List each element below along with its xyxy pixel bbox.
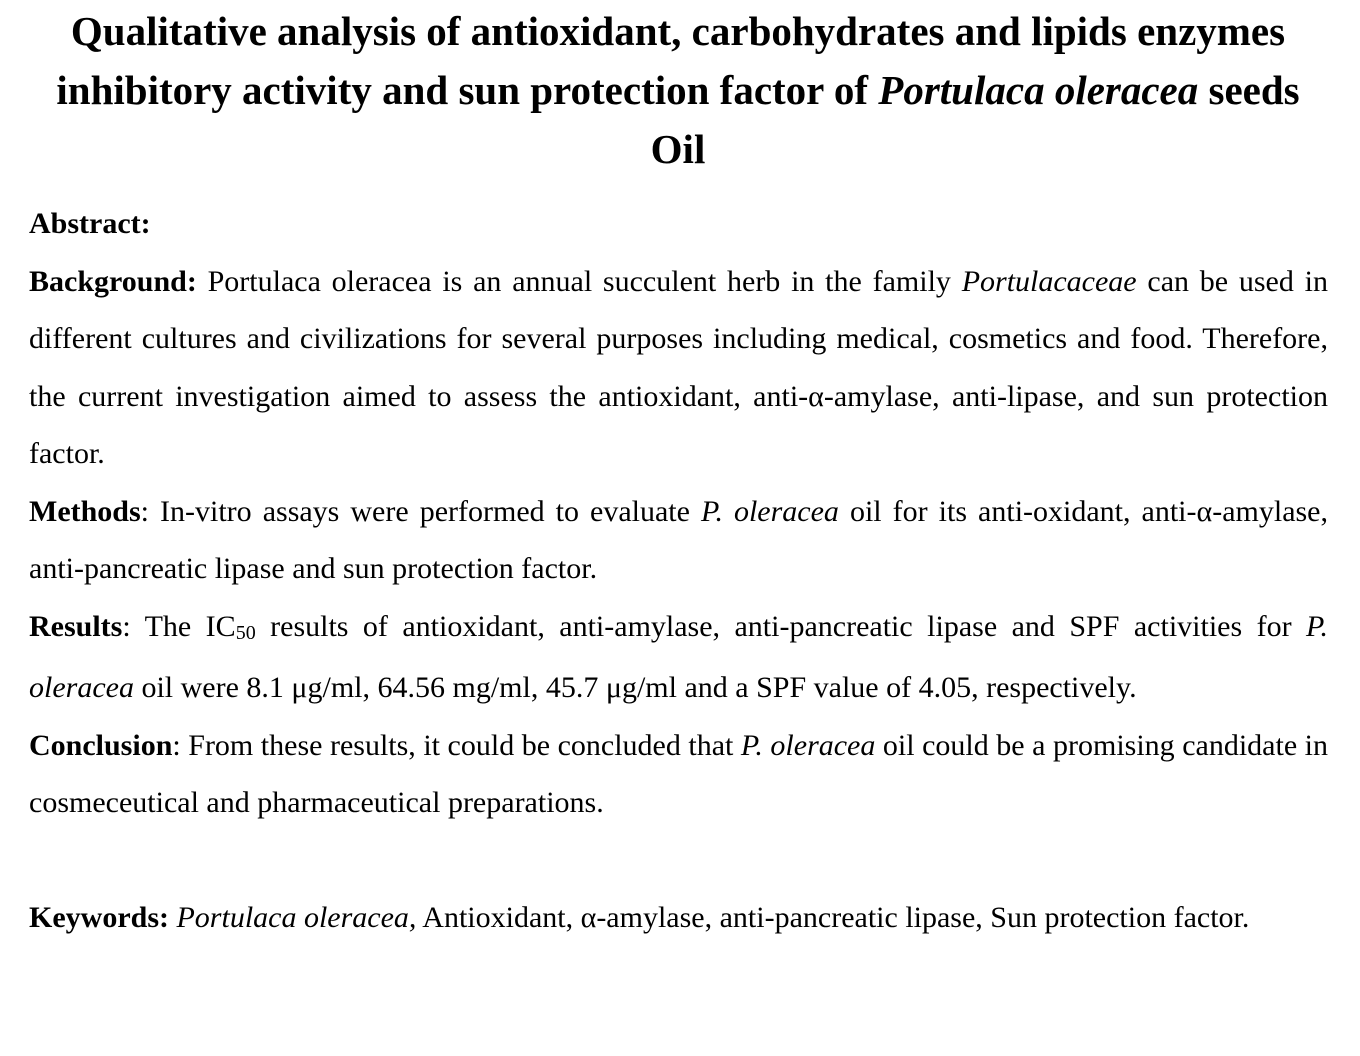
methods-text-2: oil for its anti-oxidant, anti-α-amylase, anti-pancreatic lipase and sun protection factor. xyxy=(29,494,1329,585)
paragraph-spacer xyxy=(29,832,1328,889)
results-text-2: results of antioxidant, anti-amylase, anti-pancreatic lipase and SPF activities for xyxy=(255,609,1307,643)
keywords-label: Keywords: xyxy=(29,900,169,934)
abstract-section xyxy=(29,195,1328,946)
title-text-part1: Qualitative analysis of antioxidant, carbohydrates and lipids enzymes inhibitory activity and sun protection factor of xyxy=(56,8,1286,113)
background-label: Background: xyxy=(29,264,197,298)
background-text-1: Portulaca oleracea is an annual succulent herb in the family xyxy=(196,264,962,298)
methods-paragraph xyxy=(29,483,1328,598)
results-text-3: oil were 8.1 μg/ml, 64.56 mg/ml, 45.7 μg/ml and a SPF value of 4.05, respectively. xyxy=(133,671,1137,704)
results-text-1: : The IC xyxy=(122,609,236,643)
conclusion-paragraph xyxy=(29,717,1328,832)
ic50-subscript: 50 xyxy=(235,621,256,644)
keywords-text: Antioxidant, α-amylase, anti-pancreatic lipase, Sun protection factor. xyxy=(416,900,1250,934)
conclusion-text-2: oil could be a promising candidate in cosmeceutical and pharmaceutical preparations. xyxy=(29,728,1329,819)
background-family-name: Portulacaceae xyxy=(961,264,1137,298)
title-text-part2: seeds Oil xyxy=(650,67,1300,172)
background-paragraph xyxy=(29,253,1328,483)
abstract-heading-label: Abstract: xyxy=(29,207,151,240)
methods-text-1: : In-vitro assays were performed to evaluate xyxy=(140,494,701,528)
methods-species-name: P. oleracea xyxy=(700,494,839,528)
conclusion-label: Conclusion xyxy=(29,728,173,762)
conclusion-species-name: P. oleracea xyxy=(740,728,876,762)
results-paragraph xyxy=(29,598,1328,717)
conclusion-text-1: : From these results, it could be concluded that xyxy=(172,728,741,762)
abstract-heading xyxy=(29,195,1328,253)
title-species-name: Portulaca oleracea xyxy=(878,67,1199,113)
keywords-species-name: Portulaca oleracea, xyxy=(168,900,417,934)
methods-label: Methods xyxy=(29,494,141,528)
results-label: Results xyxy=(29,609,123,643)
results-species-name: P. oleracea xyxy=(29,609,1329,704)
keywords-paragraph xyxy=(29,889,1328,947)
paper-title xyxy=(40,2,1316,179)
background-text-2: can be used in different cultures and civilizations for several purposes including medical, cosmetics and food. Therefore, the current investigation aimed to assess the antioxidant, anti-α-amylase, anti-lipase, and sun protection factor. xyxy=(29,264,1328,470)
